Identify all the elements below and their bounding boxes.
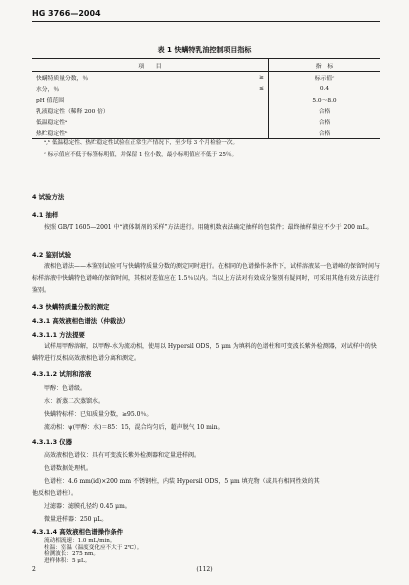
header-rule xyxy=(32,21,380,22)
row-symbol xyxy=(220,116,269,127)
condition-item: 检测波长：275 nm。 xyxy=(44,551,99,557)
table-row xyxy=(32,116,380,127)
row-item: 热贮稳定性ᵇ xyxy=(32,127,220,139)
reagent-line: 流动相：ψ(甲醇：水)＝85：15，混合均匀后，超声脱气 10 min。 xyxy=(44,424,224,431)
instrument-line: 微量进样器：250 μL。 xyxy=(44,516,108,523)
reagent-line: 水：新蒸二次蒸馏水。 xyxy=(44,398,105,405)
section-heading: 4.3.1.1 方法提要 xyxy=(32,331,85,339)
row-value: 标示值ᶜ xyxy=(269,72,381,84)
instrument-line: 他反相色谱柱）。 xyxy=(32,490,78,497)
table-row xyxy=(32,72,380,84)
section-heading: 4 试验方法 xyxy=(32,193,65,201)
condition-item: 进样体积：5 μL。 xyxy=(44,557,91,564)
table-note-c: ᶜ 标示值应不低于标签标明值，并保留 1 位小数，最小标明值应不低于 25％。 xyxy=(44,152,238,158)
instrument-line: 色谱柱：4.6 mm(id)×200 mm 不锈钢柱，内装 Hypersil ODS，5 μm 填充物（或具有相同性效的其 xyxy=(44,478,320,485)
condition-line xyxy=(44,538,142,564)
instrument-line: 色谱数据处理机。 xyxy=(44,465,93,472)
row-item: 快螨特质量分数，％ xyxy=(36,76,89,82)
row-item: 低温稳定性ᵃ xyxy=(36,120,68,126)
row-item: 乳液稳定性（稀释 200 倍） xyxy=(36,109,109,115)
condition-item: 流动相流速：1.0 mL/min。 xyxy=(44,538,116,544)
reagent-line: 快螨特标样：已知质量分数，≥95.0％。 xyxy=(44,411,153,418)
section-heading: 4.3.1.3 仪器 xyxy=(32,438,73,446)
table-row xyxy=(32,127,380,139)
row-value: 合格 xyxy=(269,105,381,116)
table-note-ab: ᵃ,ᵇ 低温稳定性、热贮稳定性试验在正常生产情况下，至少每 3 个月检验一次。 xyxy=(44,140,239,146)
section-heading: 4.3.1.4 高效液相色谱操作条件 xyxy=(32,528,124,536)
row-item: 水分，％ xyxy=(36,87,60,93)
table-row xyxy=(32,94,380,105)
section-heading: 4.3.1.2 试剂和溶液 xyxy=(32,370,92,378)
section-heading: 4.2 鉴别试验 xyxy=(32,251,72,259)
col-header-value: 指 标 xyxy=(269,59,381,72)
table-row xyxy=(32,105,380,116)
reagent-line: 甲醇：色谱级。 xyxy=(44,385,87,392)
page-footer-center: (112) xyxy=(196,566,213,573)
paragraph: 试样用甲醇溶解，以甲醇-水为流动相，使用以 Hypersil ODS，5 μm 为填料的色谱柱和可变波长紫外检测器，对试样中的快螨特进行反相高效液相色谱分离和测定。 xyxy=(32,343,377,362)
row-symbol: ≥ xyxy=(259,74,264,81)
row-value: 合格 xyxy=(269,127,381,139)
instrument-line: 过滤器：滤膜孔径约 0.45 μm。 xyxy=(44,503,131,510)
condition-item: 柱温：室温（温度变化应不大于 2℃）。 xyxy=(44,544,143,551)
paragraph: 按照 GB/T 1605—2001 中“液体制剂的采样”方法进行。用随机数表法确定抽样的包装件；最终抽样量应不少于 200 mL。 xyxy=(44,224,373,231)
section-heading: 4.3.1 高效液相色谱法（仲裁法） xyxy=(32,317,130,325)
table-row xyxy=(32,83,380,94)
standard-number: HG 3766—2004 xyxy=(32,9,101,18)
col-header-item: 项 目 xyxy=(32,59,269,72)
row-symbol: ≤ xyxy=(259,85,264,92)
row-symbol xyxy=(220,127,269,139)
row-item: pH 值范围 xyxy=(36,98,64,104)
table-caption: 表 1 快螨特乳油控制项目指标 xyxy=(157,46,252,54)
row-symbol xyxy=(220,94,269,105)
section-heading: 4.3 快螨特质量分数的测定 xyxy=(32,303,110,311)
paragraph: 液相色谱法——本鉴别试验可与快螨特质量分数的测定同时进行。在相同的色谱操作条件下，试样溶液某一色谱峰的保留时间与标样溶液中快螨特色谱峰的保留时间，其相对差值应在 1.5％以内。当以上方法对有效成分鉴别有疑问时，可采用其他有效方法进行鉴别。 xyxy=(32,263,381,294)
instrument-line: 高效液相色谱仪：具有可变波长紫外检测器和定量进样阀。 xyxy=(44,452,201,459)
row-value: 5.0～8.0 xyxy=(269,94,381,105)
row-symbol xyxy=(220,105,269,116)
page-number: 2 xyxy=(32,566,36,573)
section-heading: 4.1 抽样 xyxy=(32,211,59,219)
row-value: 0.4 xyxy=(269,83,381,94)
row-value: 合格 xyxy=(269,116,381,127)
spec-table xyxy=(32,58,380,139)
